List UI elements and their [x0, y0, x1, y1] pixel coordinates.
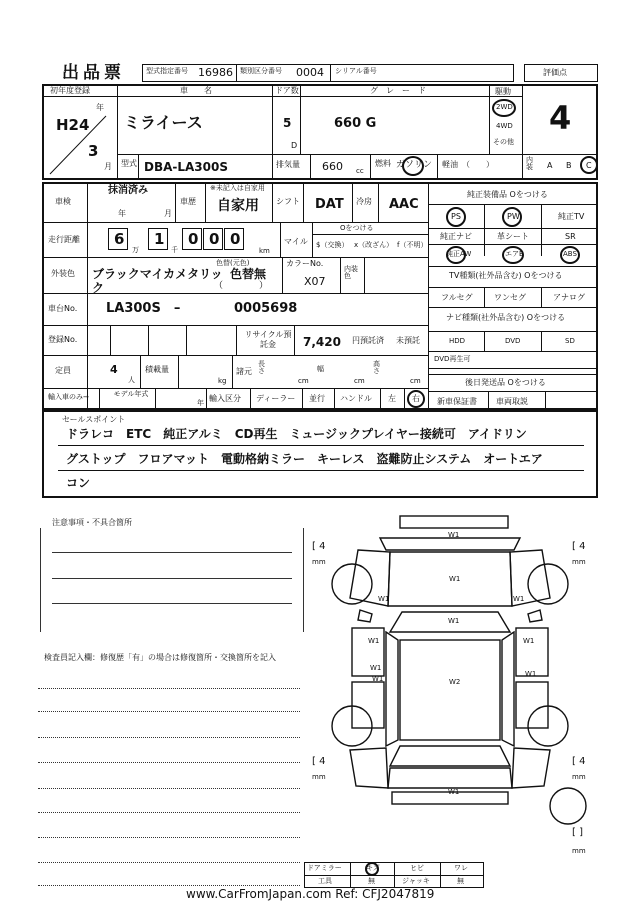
mileage-label: 走行距離: [48, 235, 80, 244]
equip-aw-circle: [446, 246, 466, 264]
tire-rear-left-depth: [ 4: [312, 756, 326, 767]
damage-mark-6: W1: [368, 637, 380, 645]
tire-front-right-depth: [ 4: [572, 541, 586, 552]
capacity-label: 定員: [55, 366, 71, 375]
interior-c-circle: [580, 156, 598, 174]
mileage-digit-2: 1: [154, 230, 165, 248]
dims-label: 諸元: [236, 367, 252, 376]
form-title: 出品票: [62, 63, 125, 83]
sales-line-3: コン: [66, 476, 91, 490]
recycle-label: リサイクル預託金: [244, 330, 292, 349]
damage-mark-1: W1: [448, 531, 460, 539]
color-no-value: X07: [304, 275, 326, 288]
history-value: 自家用: [217, 198, 259, 214]
grade-label: グ レ ー ド: [370, 86, 426, 95]
interior-label: 内装: [526, 156, 533, 171]
import-label: 輸入車のみ→: [48, 393, 89, 401]
damage-mark-2: W1: [449, 575, 461, 583]
later-header: 後日発送品 Oをつける: [465, 378, 546, 387]
drive-4wd: 4WD: [496, 122, 513, 130]
footer-watermark: www.CarFromJapan.com Ref: CFJ2047819: [186, 887, 435, 901]
sales-points-label: セールスポイント: [62, 415, 126, 424]
first-reg-year: H24: [56, 116, 90, 134]
fuel-label: 燃料: [375, 159, 391, 168]
model-year-label: モデル年式: [113, 390, 149, 398]
tv-type-header: TV種類(社外品含む) Oをつける: [449, 271, 563, 280]
mirror-scratch-circle: [365, 862, 379, 876]
damage-mark-5: W1: [448, 617, 460, 625]
caution-box: [40, 528, 304, 632]
light-oil-label: 軽油: [442, 160, 458, 169]
model-value: DBA-LA300S: [144, 160, 228, 174]
doors-value: 5: [283, 116, 292, 130]
damage-mark-7: W1: [523, 637, 535, 645]
displacement-label: 排気量: [276, 160, 300, 169]
drive-other: その他: [493, 138, 514, 146]
equip-ps-circle: [446, 207, 466, 227]
date-diagonal: [48, 114, 108, 176]
equip-abs: ABS: [563, 250, 577, 258]
model-cert-label: 型式指定番号: [146, 67, 188, 75]
drive-2wd-circle: [492, 99, 516, 117]
class-label: 類別区分番号: [240, 67, 282, 75]
grade-value: 660 G: [334, 116, 377, 131]
load-label: 積載量: [145, 365, 169, 374]
class-value: 0004: [296, 66, 324, 79]
navi-type-header: ナビ種類(社外品含む) Oをつける: [446, 313, 566, 322]
ac-label: 冷房: [356, 197, 372, 206]
model-label: 型式: [121, 159, 137, 168]
handle-right: 右: [412, 394, 420, 403]
equip-abs-circle: [560, 246, 580, 264]
equip-pw: PW: [507, 212, 520, 221]
capacity-value: 4: [110, 363, 118, 376]
history-label: 車歴: [180, 197, 196, 206]
tire-spare-depth: [ ]: [572, 827, 583, 838]
equip-leather: 革シート: [497, 232, 529, 241]
inspection-label: 車検: [55, 197, 71, 206]
damage-mark-9: W1: [525, 670, 537, 678]
damage-mark-11: W2: [449, 678, 461, 686]
shift-label: シフト: [276, 197, 300, 206]
equip-aw: 純正AW: [446, 250, 472, 258]
inspector-label: 検査員記入欄：修復歴「有」の場合は修復箇所・交換箇所を記入: [44, 653, 276, 662]
first-reg-label: 初年度登録: [50, 86, 90, 95]
reg-no-label: 登録No.: [48, 335, 78, 344]
damage-mark-3: W1: [378, 595, 390, 603]
handle-right-circle: [407, 390, 425, 408]
handle-label: ハンドル: [340, 394, 372, 403]
history-note: ※未記入は自家用: [210, 184, 265, 192]
displacement-value: 660: [322, 160, 343, 173]
color-change-label: 色替(元色): [216, 259, 250, 267]
equip-navi: 純正ナビ: [440, 232, 472, 241]
damage-mark-10: W1: [372, 675, 384, 683]
damage-mark-4: W1: [513, 595, 525, 603]
drive-2wd: 2WD: [496, 103, 513, 111]
serial-label: シリアル番号: [335, 67, 377, 75]
rating-value: 4: [549, 99, 572, 137]
color-change-value: 色替無: [230, 267, 267, 281]
first-reg-month: 3: [88, 142, 99, 160]
equip-header: 純正装備品 Oをつける: [467, 190, 548, 199]
mileage-digit-3: 0: [188, 230, 199, 248]
fuel-value: ガソリン: [396, 160, 433, 170]
fuel-circle: [402, 156, 424, 176]
model-cert-value: 16986: [198, 66, 233, 79]
color-no-label: カラーNo.: [286, 259, 324, 268]
tire-front-left-depth: [ 4: [312, 541, 326, 552]
mirror-scratch: キズ: [366, 864, 380, 872]
mile-label: マイル: [284, 237, 308, 246]
caution-label: 注意事項・不具合箇所: [52, 518, 132, 527]
ac-value: AAC: [389, 197, 419, 212]
chassis-number: 0005698: [234, 301, 298, 316]
equip-airbag: エアB: [505, 250, 524, 258]
chassis-prefix: LA300S –: [106, 301, 181, 316]
equip-airbag-circle: [502, 246, 524, 264]
drive-label: 駆動: [495, 87, 511, 96]
interior-c: C: [586, 161, 592, 170]
sales-line-1: ドラレコ ETC 純正アルミ CD再生 ミュージックプレイヤー接続可 アイドリン: [66, 427, 527, 441]
damage-mark-8: W1: [370, 664, 382, 672]
door-mirror-label: ドアミラー: [307, 864, 342, 872]
mileage-digit-4: 0: [209, 230, 220, 248]
import-class-label: 輸入区分: [209, 394, 241, 403]
rating-label: 評価点: [543, 68, 567, 77]
equip-tv: 純正TV: [558, 212, 585, 221]
sales-line-2: グストップ フロアマット 電動格納ミラー キーレス 盗難防止システム オートエア: [66, 452, 543, 466]
mileage-digit-1: 6: [114, 230, 125, 248]
recycle-value: 7,420: [303, 335, 341, 349]
mileage-digit-5: 0: [230, 230, 241, 248]
chassis-label: 車台No.: [48, 304, 78, 313]
color-value: ブラックマイカメタリック: [92, 267, 223, 295]
doors-label: ドア数: [275, 86, 299, 95]
car-name: ミライース: [124, 113, 203, 132]
inspection-value: 抹消済み: [108, 185, 148, 196]
car-name-label: 車 名: [180, 86, 212, 95]
damage-mark-12: W1: [448, 788, 460, 796]
inner-color-label: 内装色: [344, 265, 358, 280]
tire-rear-right-depth: [ 4: [572, 756, 586, 767]
color-label: 外装色: [51, 269, 75, 278]
shift-value: DAT: [315, 197, 344, 212]
circle-note: Oをつける: [340, 224, 374, 232]
equip-pw-circle: [502, 207, 522, 227]
equip-sr: SR: [565, 232, 576, 241]
equip-ps: PS: [451, 212, 461, 221]
